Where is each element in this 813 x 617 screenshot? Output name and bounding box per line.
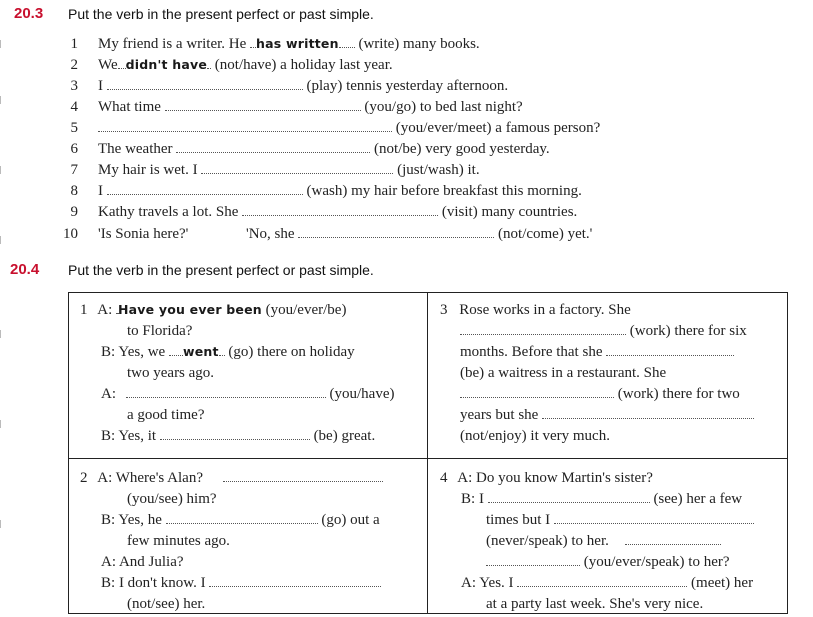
item-number: 1 bbox=[70, 36, 78, 52]
blank-dots bbox=[207, 57, 211, 69]
dialogue-text: Yes, it bbox=[118, 428, 157, 444]
dialogue-text: (go) there on holiday bbox=[228, 344, 355, 360]
item-text: (you/ever/meet) a famous person? bbox=[395, 120, 601, 136]
item-text: We bbox=[98, 57, 118, 73]
page-edge-mark bbox=[0, 40, 7, 48]
dialogue-box-4 bbox=[428, 459, 788, 614]
answer-field[interactable] bbox=[542, 407, 754, 419]
answer-field[interactable] bbox=[460, 323, 626, 335]
item-text: My friend is a writer. He bbox=[98, 36, 247, 52]
blank-dots bbox=[339, 36, 355, 48]
speaker-label: B: bbox=[101, 512, 116, 528]
item-text: (not/have) a holiday last year. bbox=[214, 57, 393, 73]
speaker-label: A: bbox=[101, 554, 116, 570]
item-number: 3 bbox=[70, 78, 78, 94]
dialogue-text: years but she bbox=[460, 407, 539, 423]
item-text: (visit) many countries. bbox=[441, 204, 578, 220]
answer-field[interactable]: Have you ever been bbox=[118, 302, 262, 317]
item-text: (just/wash) it. bbox=[397, 162, 480, 178]
item-number: 4 bbox=[70, 99, 78, 115]
speaker-label: A: bbox=[457, 470, 473, 486]
answer-field[interactable] bbox=[209, 575, 381, 587]
answer-field[interactable] bbox=[517, 575, 687, 587]
item-text: (wash) my hair before breakfast this morning. bbox=[306, 183, 582, 199]
answer-field[interactable] bbox=[176, 141, 370, 153]
answer-field[interactable] bbox=[488, 491, 650, 503]
blank-dots bbox=[169, 344, 183, 356]
dialogue-text: Yes, we bbox=[118, 344, 166, 360]
dialogue-text: I bbox=[478, 491, 484, 507]
answer-field[interactable]: has written bbox=[256, 36, 339, 51]
answer-field[interactable] bbox=[554, 512, 754, 524]
item-text: I bbox=[98, 183, 103, 199]
page-edge-mark bbox=[0, 166, 7, 174]
item-number: 9 bbox=[70, 204, 78, 220]
blank-dots bbox=[118, 57, 126, 69]
speaker-label: B: bbox=[461, 491, 476, 507]
exercise-instruction: Put the verb in the present perfect or past simple. bbox=[68, 6, 374, 22]
speaker-label: B: bbox=[101, 575, 116, 591]
answer-field[interactable] bbox=[298, 226, 494, 238]
item-text: (you/go) to bed last night? bbox=[364, 99, 523, 115]
exercise-number: 20.3 bbox=[14, 5, 44, 22]
dialogue-text: a good time? bbox=[127, 407, 205, 423]
dialogue-text: two years ago. bbox=[127, 365, 215, 381]
dialogue-text: few minutes ago. bbox=[127, 533, 230, 549]
item-text: The weather bbox=[98, 141, 173, 157]
exercise-instruction: Put the verb in the present perfect or past simple. bbox=[68, 262, 374, 278]
dialogue-text: Where's Alan? bbox=[115, 470, 203, 486]
item-text: (not/be) very good yesterday. bbox=[374, 141, 550, 157]
speaker-label: B: bbox=[101, 428, 116, 444]
dialogue-text: (be) great. bbox=[313, 428, 376, 444]
dialogue-text: (see) her a few bbox=[653, 491, 743, 507]
item-text: 'Is Sonia here?' bbox=[98, 226, 189, 242]
dialogue-text: (you/ever/speak) to her? bbox=[583, 554, 730, 570]
speaker-label: A: bbox=[97, 470, 113, 486]
dialogue-text: (you/ever/be) bbox=[265, 302, 347, 318]
item-text: What time bbox=[98, 99, 161, 115]
answer-field[interactable] bbox=[107, 78, 303, 90]
dialogue-box-1 bbox=[68, 292, 427, 458]
dialogue-text: Do you know Martin's sister? bbox=[476, 470, 653, 486]
answer-field[interactable] bbox=[606, 344, 734, 356]
answer-field[interactable] bbox=[126, 386, 326, 398]
speaker-label: B: bbox=[101, 344, 116, 360]
answer-field[interactable] bbox=[460, 386, 614, 398]
item-number: 5 bbox=[70, 120, 78, 136]
dialogue-text: months. Before that she bbox=[460, 344, 603, 360]
answer-field[interactable] bbox=[98, 120, 392, 132]
item-number: 2 bbox=[80, 470, 88, 486]
item-number: 10 bbox=[63, 226, 78, 242]
dialogue-text: (you/see) him? bbox=[127, 491, 217, 507]
item-text: I bbox=[98, 78, 103, 94]
dialogue-text: (meet) her bbox=[691, 575, 754, 591]
dialogue-text: Rose works in a factory. She bbox=[459, 302, 631, 318]
item-text: Kathy travels a lot. She bbox=[98, 204, 239, 220]
answer-field[interactable] bbox=[486, 554, 580, 566]
dialogue-text: (go) out a bbox=[321, 512, 380, 528]
dialogue-text: And Julia? bbox=[118, 554, 184, 570]
item-text: (play) tennis yesterday afternoon. bbox=[306, 78, 509, 94]
answer-field[interactable]: went bbox=[182, 344, 219, 359]
answer-field[interactable]: didn't have bbox=[125, 57, 208, 72]
item-number: 4 bbox=[440, 470, 448, 486]
item-text: My hair is wet. I bbox=[98, 162, 198, 178]
item-number: 6 bbox=[70, 141, 78, 157]
answer-field[interactable] bbox=[166, 512, 318, 524]
page-edge-mark bbox=[0, 96, 7, 104]
dialogue-text: (never/speak) to her. bbox=[486, 533, 609, 549]
speaker-label: A: bbox=[97, 302, 113, 318]
item-number: 8 bbox=[70, 183, 78, 199]
dialogue-box-3 bbox=[428, 292, 788, 458]
page-edge-mark bbox=[0, 520, 7, 528]
speaker-label: A: bbox=[101, 386, 116, 402]
item-number: 7 bbox=[70, 162, 78, 178]
item-number: 2 bbox=[70, 57, 78, 73]
dialogue-text: Yes, he bbox=[118, 512, 162, 528]
answer-field[interactable] bbox=[242, 204, 438, 216]
dialogue-text: (be) a waitress in a restaurant. She bbox=[460, 365, 667, 381]
dialogue-text: (you/have) bbox=[329, 386, 395, 402]
dialogue-text: at a party last week. She's very nice. bbox=[486, 596, 704, 612]
exercise-number: 20.4 bbox=[10, 261, 40, 278]
dialogue-text: (not/enjoy) it very much. bbox=[460, 428, 610, 444]
dialogue-text: (work) there for six bbox=[629, 323, 747, 339]
page-edge-mark bbox=[0, 420, 7, 428]
dialogue-text: (work) there for two bbox=[617, 386, 740, 402]
answer-field[interactable] bbox=[223, 470, 383, 482]
dialogue-text: (not/see) her. bbox=[127, 596, 206, 612]
answer-field[interactable] bbox=[107, 183, 303, 195]
answer-field[interactable] bbox=[201, 162, 393, 174]
speaker-label: A: bbox=[461, 575, 476, 591]
item-text: (write) many books. bbox=[358, 36, 480, 52]
dialogue-text: times but I bbox=[486, 512, 551, 528]
item-text: (not/come) yet.' bbox=[498, 226, 593, 242]
blank-dots bbox=[219, 344, 225, 356]
item-number: 1 bbox=[80, 302, 88, 318]
dialogue-text: to Florida? bbox=[127, 323, 193, 339]
page-edge-mark bbox=[0, 236, 7, 244]
dialogue-text: Yes. I bbox=[479, 575, 514, 591]
answer-field[interactable] bbox=[625, 533, 721, 545]
answer-field[interactable] bbox=[165, 99, 361, 111]
item-number: 3 bbox=[440, 302, 448, 318]
page-edge-mark bbox=[0, 330, 7, 338]
dialogue-box-2 bbox=[68, 459, 427, 614]
dialogue-text: I don't know. I bbox=[118, 575, 206, 591]
answer-field[interactable] bbox=[160, 428, 310, 440]
item-text: 'No, she bbox=[246, 226, 295, 242]
